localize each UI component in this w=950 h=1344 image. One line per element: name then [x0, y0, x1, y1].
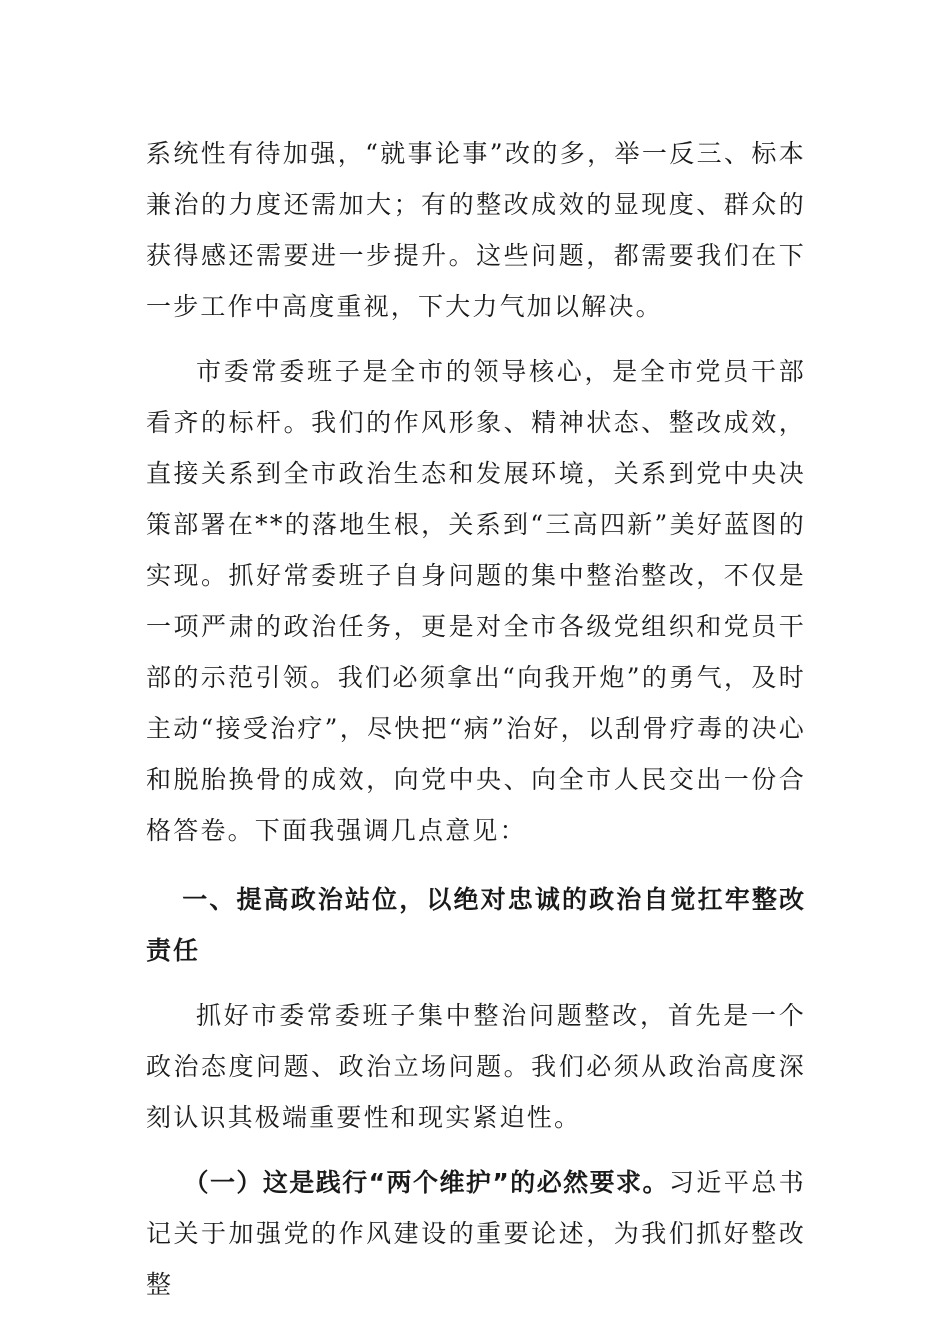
paragraph-leadership-core: 市委常委班子是全市的领导核心，是全市党员干部看齐的标杆。我们的作风形象、精神状态、整改成效，直接关系到全市政治生态和发展环境，关系到党中央决策部署在**的落地生根，关系到“三高四新”美好蓝图的实现。抓好常委班子自身问题的集中整治整改，不仅是一项严肃的政治任务，更是对全市各级党组织和党员干部的示范引领。我们必须拿出“向我开炮”的勇气，及时主动“接受治疗”，尽快把“病”治好，以刮骨疗毒的决心和脱胎换骨的成效，向党中央、向全市人民交出一份合格答卷。下面我强调几点意见： — [146, 357, 806, 845]
paragraph-subsection-1 — [146, 1157, 806, 1310]
paragraph-continued: 系统性有待加强，“就事论事”改的多，举一反三、标本兼治的力度还需加大；有的整改成效的显现度、群众的获得感还需要进一步提升。这些问题，都需要我们在下一步工作中高度重视，下大力气加以解决。 — [146, 139, 806, 321]
paragraph-section-1-intro: 抓好市委常委班子集中整治问题整改，首先是一个政治态度问题、政治立场问题。我们必须从政治高度深刻认识其极端重要性和现实紧迫性。 — [146, 1001, 806, 1132]
subsection-1-text: 习近平总书记关于加强党的作风建设的重要论述，为我们抓好整改整 — [146, 1168, 806, 1299]
section-heading-1: 一、提高政治站位，以绝对忠诚的政治自觉扛牢整改责任 — [146, 885, 806, 965]
document-body — [146, 128, 806, 1310]
subsection-1-lead: （一）这是践行“两个维护”的必然要求。 — [183, 1168, 669, 1197]
